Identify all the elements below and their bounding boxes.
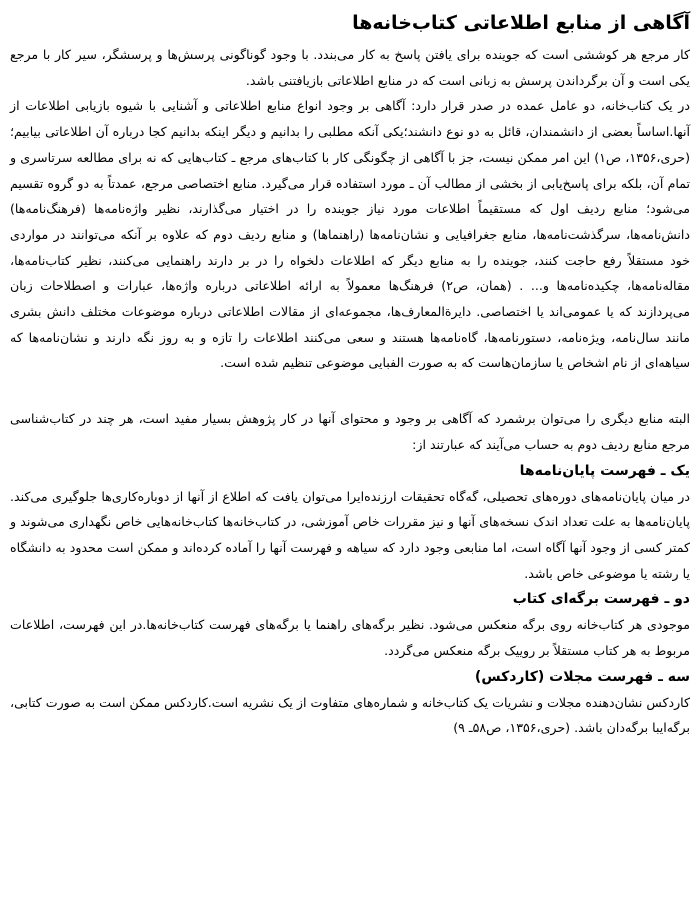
intro-paragraph-2: در یک کتاب‌خانه، دو عامل عمده در صدر قرار دارد: آگاهی بر وجود انواع منابع اطلاعاتی و آشنایی با شیوه بازیابی اطلاعات از آنها.اساساً بعضی از دانشمندان، قائل به دو نوع دانشند؛یکی آنکه مطلبی را بدانیم و دیگر اینکه بدانیم کجا درباره آن اطلاعاتی بیابیم؛(حری،۱۳۵۶، ص۱) این امر ممکن نیست، جز با آگاهی از چگونگی کار با کتاب‌های مرجع ـ کتاب‌هایی که نه برای مطالعه سرتاسری و تمام آن، بلکه برای پاسخ‌یابی از بخشی از مطالب آن ـ مورد استفاده قرار می‌گیرد. منابع اختصاصی مرجع، عمدتاً به دو گروه تقسیم می‌شود؛ منابع ردیف اول که مستقیماً اطلاعات مورد نیاز جوینده را در اختیار می‌گذارند، نظیر واژه‌نامه‌ها (فرهنگ‌نامه‌ها) دانش‌نامه‌ها، سرگذشت‌نامه‌ها، منابع جغرافیایی و نشان‌نامه‌ها (راهنماها) و منابع ردیف دوم که علاوه بر آنکه می‌توانند در مواردی خود مستقلاً رفع حاجت کنند، جوینده را به منابع دیگر که اطلاعات دلخواه را در بر دارند راهنمایی می‌کنند، نظیر کتاب‌نامه‌ها، مقاله‌نامه‌ها، چکیده‌نامه‌ها و... . (همان، ص۲) فرهنگ‌ها معمولاً به ارائه اطلاعاتی درباره واژه‌ها، عبارات و اصطلاحات زبان می‌پردازند که یا عمومی‌اند یا اختصاصی. دایرة‌المعارف‌ها، مجموعه‌ای از مقالات اطلاعاتی درباره موضوعات مختلف دانش بشری مانند سال‌نامه، ویژه‌نامه، دستورنامه‌ها، گاه‌نامه‌ها هستند و سعی می‌کنند اطلاعات را تازه و به روز نگه دارند و نشان‌نامه‌ها که سیاهه‌ای از نام اشخاص یا سازمان‌هاست که به صورت الفبایی موضوعی تنظیم شده است.	[10, 98, 690, 371]
section-heading-card-catalog: دو ـ فهرست برگه‌ای کتاب	[512, 591, 690, 608]
section-heading-kardex: سه ـ فهرست مجلات (کاردکس)	[474, 668, 690, 685]
section-heading-theses: یک ـ فهرست پایان‌نامه‌ها	[519, 462, 690, 479]
other-sources-paragraph: البته منابع دیگری را می‌توان برشمرد که آگاهی بر وجود و محتوای آنها در کار پژوهش بسیار مفید است، هر چند در کتاب‌شناسی مرجع منابع ردیف دوم به حساب می‌آیند که عبارتند از:	[10, 411, 690, 452]
section-body-theses: در میان پایان‌نامه‌های دوره‌های تحصیلی، گه‌گاه تحقیقات ارزنده‌ایرا می‌توان یافت که اطلاع از آنها از دوباره‌کاری‌ها جلوگیری می‌کند. پایان‌نامه‌ها به علت تعداد اندک نسخه‌های آنها و نیز مقررات خاص آموزشی، در کتاب‌خانه‌ها کتاب‌خانه‌هایی خاص نگهداری می‌شوند و کمتر کسی از وجود آنها آگاه است، اما منابعی وجود دارد که سیاهه و فهرست آنها را آماده کرده‌اند و ممکن است محدود به دانشگاه یا رشته یا موضوعی خاص باشد.	[10, 488, 690, 581]
intro-paragraph-1: کار مرجع هر کوششی است که جوینده برای یافتن پاسخ به کار می‌بندد. با وجود گوناگونی پرسش‌ها و پرسشگر، سیر کار با مرجع یکی است و آن برگرداندن پرسش به زبانی است که در منابع اطلاعاتی بازیافتنی باشد.	[10, 47, 690, 88]
paragraph-gap	[10, 376, 690, 406]
section-body-card-catalog: موجودی هر کتاب‌خانه روی برگه منعکس می‌شود. نظیر برگه‌های راهنما یا برگه‌های فهرست کتاب‌خانه‌ها.در این فهرست، اطلاعات مربوط به هر کتاب مستقلاً بر روییک برگه منعکس می‌گردد.	[10, 617, 690, 659]
page-title: آگاهی از منابع اطلاعاتی کتاب‌خانه‌ها	[352, 12, 690, 34]
section-body-kardex: کاردکس نشان‌دهنده مجلات و نشریات یک کتاب‌خانه و شماره‌های متفاوت از یک نشریه است.کاردکس ممکن است به صورت کتابی، برگه‌ایبا برگه‌دان باشد. (حری،۱۳۵۶، ص۵۸ـ ۹)	[10, 694, 690, 736]
